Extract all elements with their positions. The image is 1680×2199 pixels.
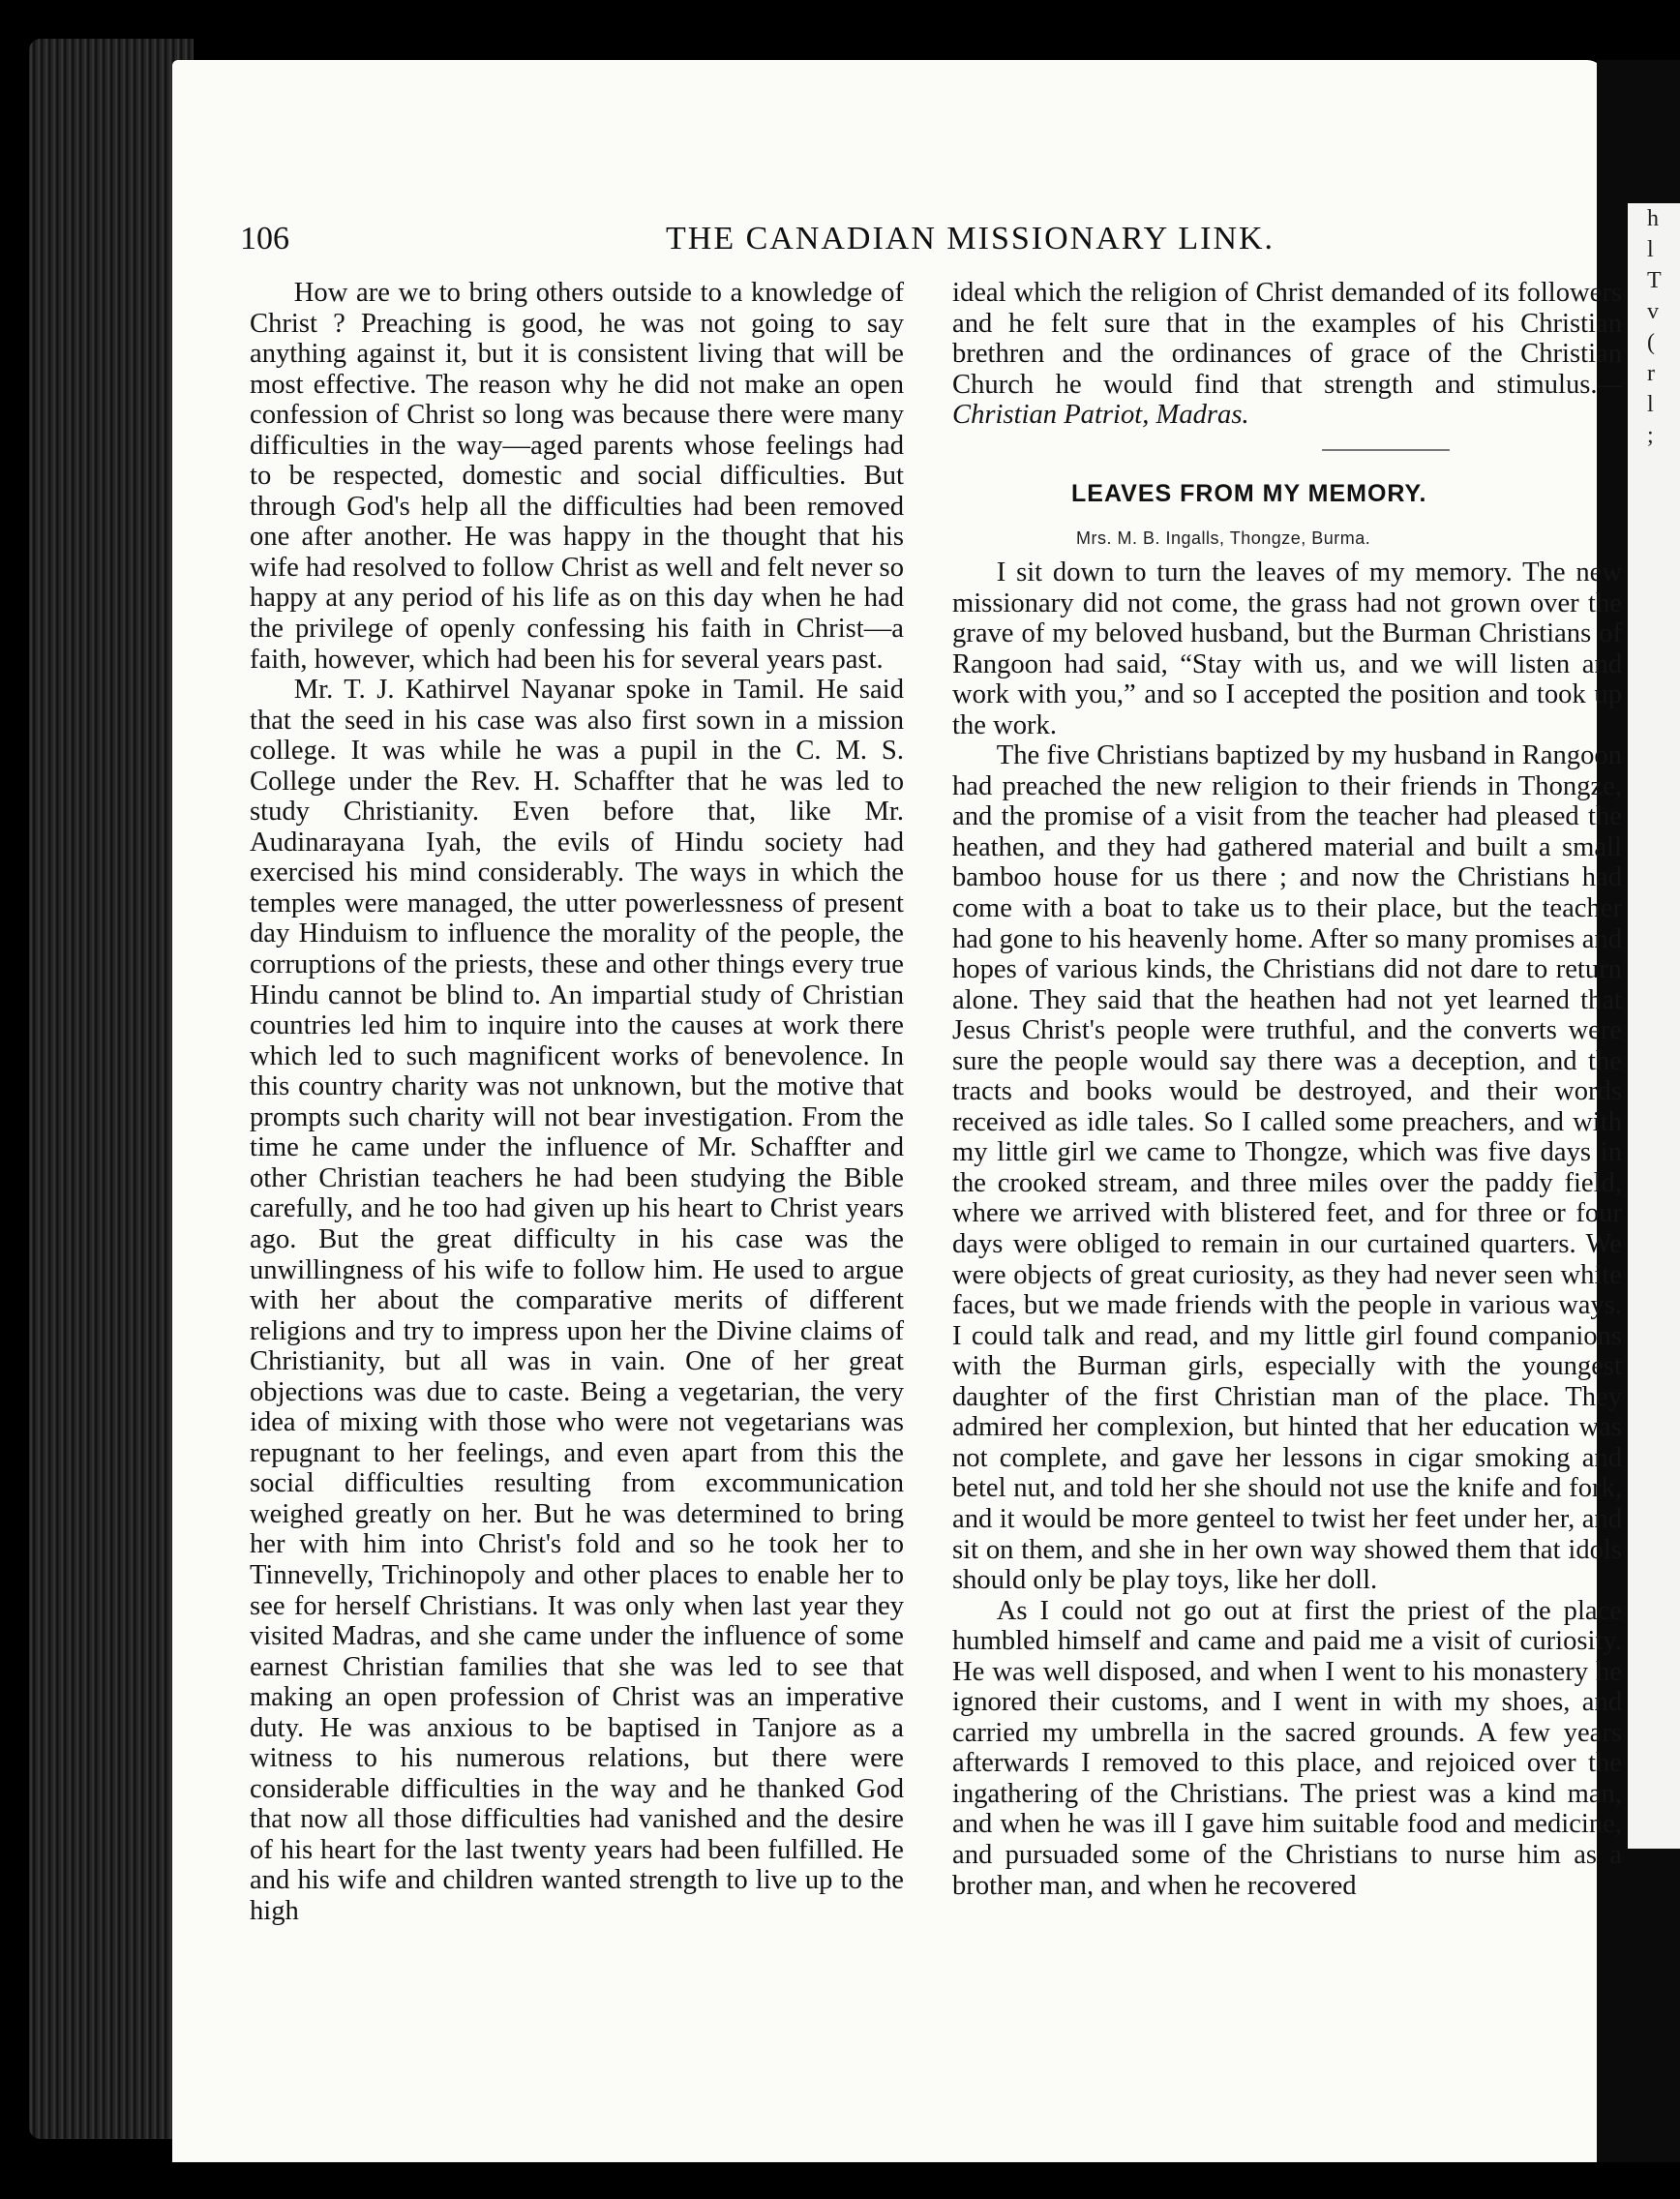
body-paragraph: Mr. T. J. Kathirvel Nayanar spoke in Tamil. He said that the seed in his case was also first sown in a mission college. It was while he was a pupil in the C. M. S. College under the Rev. H. Schaffter that he was led to study Christianity. Even before that, like Mr. Audinarayana Iyah, the evils of Hindu society had exercised his mind considerably. The ways in which the temples were managed, the utter powerlessness of present day Hinduism to influence the morality of the people, the corruptions of the priests, these and other things every true Hindu cannot be blind to. An impartial study of Christian countries led him to inquire into the causes at work there which led to such magnificent works of benevolence. In this country charity was not unknown, but the motive that prompts such charity will not bear investigation. From the time he came under the influence of Mr. Schaffter and other Christian teachers he had been studying the Bible carefully, and he too had given up his heart to Christ years ago. But the great difficulty in his case was the unwillingness of his wife to follow him. He used to argue with her about the comparative merits of different religions and try to impress upon her the Divine claims of Christianity, but all was in vain. One of her great objections was due to caste. Being a vegetarian, the very idea of mixing with those who were not vegetarians was repugnant to her feelings, and even apart from this the social difficulties resulting from excommunication weighed greatly on her. But he was determined to bring her with him into Christ's fold and so he took her to Tinnevelly, Trichinopoly and other places to enable her to see for herself Christians. It was only when last year they visited Madras, and she came under the influence of some earnest Christian families that she was led to see that making an open profession of Christ was an imperative duty. He was anxious to be baptised in Tanjore as a witness to his numerous relations, but there were considerable difficulties in the way and he thanked God that now all those difficulties had vanished and the desire of his heart for the last twenty years had been fulfilled. He and his wife and children wanted strength to live up to the high	[250, 675, 904, 1926]
body-paragraph: The five Christians baptized by my husband in Rangoon had preached the new religion to their friends in Thongze, and the promise of a visit from the teacher had pleased the heathen, and they had gathered material and built a small bamboo house for us there ; and now the Christians had come with a boat to take us to their place, but the teacher had gone to his heavenly home. After so many promises and hopes of various kinds, the Christians did not dare to return alone. They said that the heathen had not yet learned that Jesus Christ's people were truthful, and the converts were sure the people would say there was a deception, and the tracts and books would be destroyed, and their words received as idle tales. So I called some preachers, and with my little girl we came to Thongze, which was five days in the crooked stream, and three miles over the paddy field, where we arrived with blistered feet, and for three or four days were obliged to remain in our curtained quarters. We were objects of great curiosity, as they had never seen white faces, but we made friends with the people in various ways. I could talk and read, and my little girl found companions with the Burman girls, especially with the youngest daughter of the first Christian man of the place. They admired her complexion, but hinted that her education was not complete, and gave her lessons in cigar smoking and betel nut, and told her she should not use the knife and fork, and it would be more genteel to twist her feet under her, and sit on them, and she in her own way showed them that idols should only be play toys, like her doll.	[952, 740, 1622, 1596]
adjacent-page-letter: T	[1647, 268, 1662, 293]
publication-title: THE CANADIAN MISSIONARY LINK.	[666, 221, 1275, 256]
right-column-top	[952, 278, 1622, 431]
adjacent-page-letter: (	[1647, 330, 1655, 355]
adjacent-page-letter: r	[1647, 361, 1655, 386]
continued-paragraph	[952, 278, 1622, 431]
adjacent-page-letter: v	[1647, 299, 1659, 324]
adjacent-page-strip	[1628, 203, 1680, 1849]
book-page-stack	[29, 39, 194, 2139]
section-divider	[1322, 449, 1450, 451]
right-column-article	[952, 557, 1622, 1901]
adjacent-page-letter: ;	[1647, 423, 1654, 448]
page-number: 106	[240, 221, 289, 256]
body-paragraph: I sit down to turn the leaves of my memory. The new missionary did not come, the grass had not grown over the grave of my beloved husband, but the Burman Christians of Rangoon had said, “Stay with us, and we will listen and work with you,” and so I accepted the position and took up the work.	[952, 557, 1622, 740]
adjacent-page-letter: l	[1647, 237, 1654, 262]
running-header	[240, 221, 1556, 263]
left-column	[250, 278, 904, 1927]
continuation-text: ideal which the religion of Christ demanded of its followers and he felt sure that in the examples of his Christian brethren and the ordinances of grace of the Christian Church he would find that strength and stimulus.	[952, 278, 1622, 400]
adjacent-page-letter: h	[1647, 206, 1659, 231]
adjacent-page-letter: l	[1647, 392, 1654, 417]
body-paragraph: As I could not go out at first the priest of the place humbled himself and came and paid me a visit of curiosity. He was well disposed, and when I went to his monastery he ignored their customs, and I went in with my shoes, and carried my umbrella in the sacred grounds. A few years afterwards I removed to this place, and rejoiced over the ingathering of the Christians. The priest was a kind man, and when he was ill I gave him suitable food and medicine, and pursuaded some of the Christians to nurse him as a brother man, and when he recovered	[952, 1595, 1622, 1901]
byline-text: Mrs. M. B. Ingalls, Thongze, Burma.	[1076, 528, 1371, 548]
body-paragraph: How are we to bring others outside to a knowledge of Christ ? Preaching is good, he was not going to say anything against it, but it is consistent living that will be most effective. The reason why he did not make an open confession of Christ so long was because there were many difficulties in the way—aged parents whose feelings had to be respected, domestic and social difficulties. But through God's help all the difficulties had been removed one after another. He was happy in the thought that his wife had resolved to follow Christ as well and felt never so happy at any period of his life as on this day when he had the privilege of openly confessing his faith in Christ—a faith, however, which had been his for several years past.	[250, 278, 904, 675]
article-title: LEAVES FROM MY MEMORY.	[1071, 480, 1427, 507]
article-byline	[1076, 528, 1370, 549]
source-credit: —Christian Patriot, Madras.	[952, 369, 1622, 431]
